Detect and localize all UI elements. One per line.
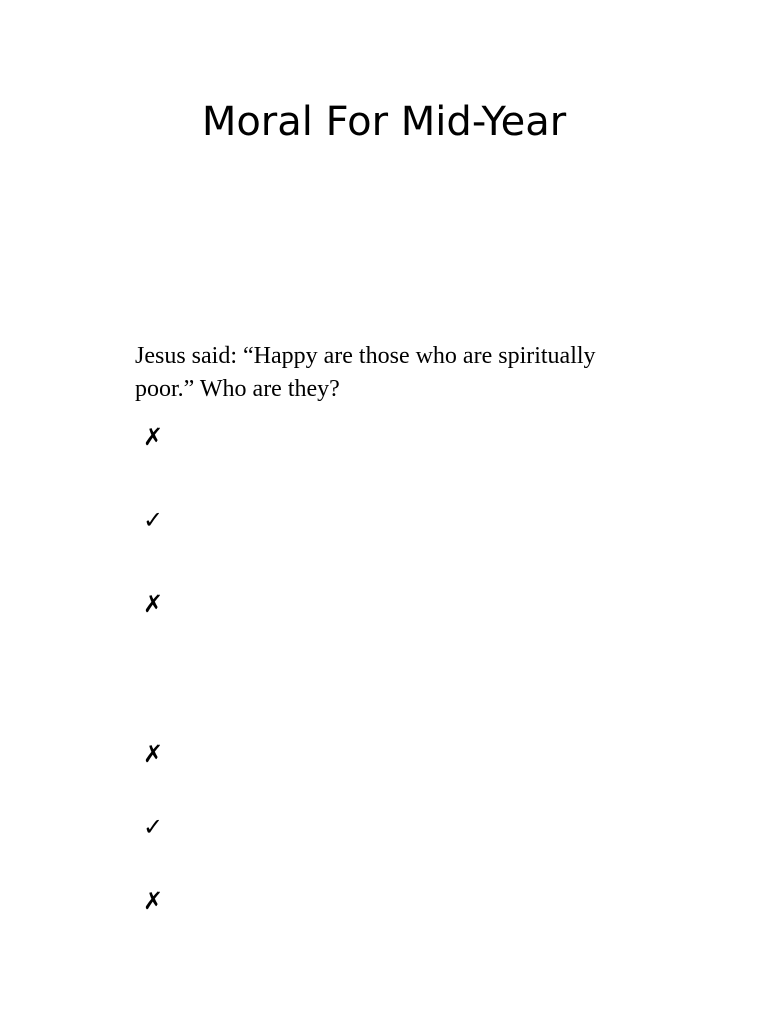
cross-mark-icon: ✗ xyxy=(143,590,164,618)
page-title: Moral For Mid-Year xyxy=(201,99,567,145)
check-mark-icon: ✓ xyxy=(143,506,164,534)
check-mark-icon: ✓ xyxy=(143,813,164,841)
question-text: Jesus said: “Happy are those who are spiritually poor.” Who are they? xyxy=(135,343,596,402)
cross-mark-icon: ✗ xyxy=(143,740,164,768)
cross-mark-icon: ✗ xyxy=(143,423,164,451)
cross-mark-icon: ✗ xyxy=(143,887,164,915)
